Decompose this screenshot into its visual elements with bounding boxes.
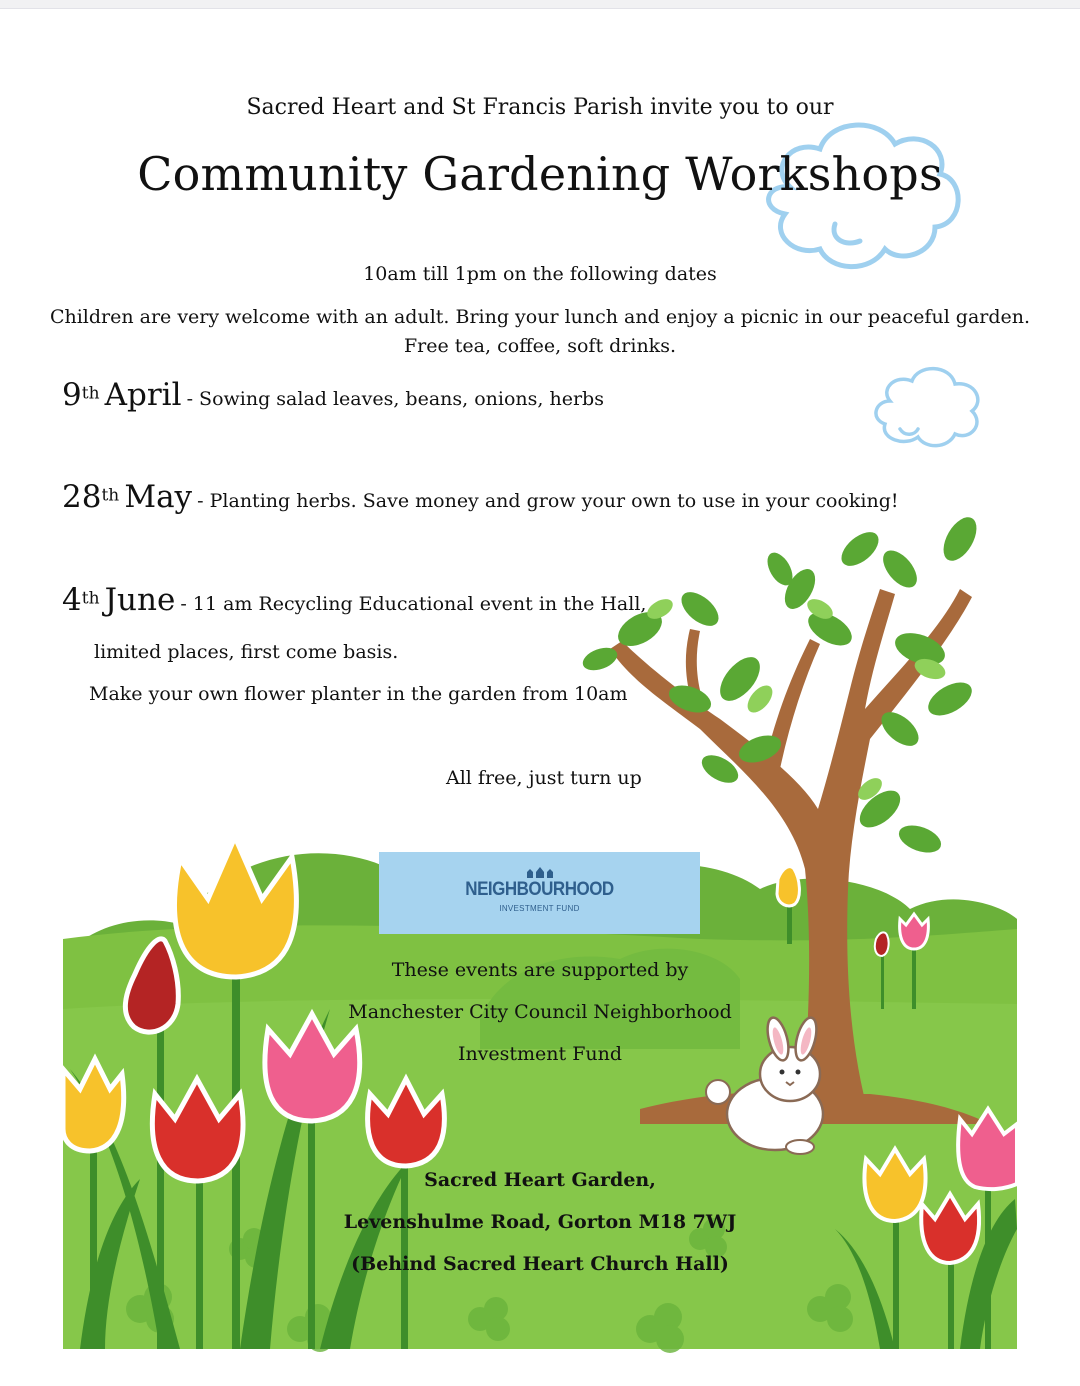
event-april: [62, 377, 604, 413]
children-line: Children are very welcome with an adult. Bring your lunch and enjoy a picnic in our peaceful garden.: [49, 306, 1031, 328]
event-day: 28: [62, 479, 102, 515]
event-month: June: [104, 582, 176, 618]
logo-name: NEIGHBOURHOOD: [465, 877, 614, 900]
address-line-3: (Behind Sacred Heart Church Hall): [351, 1253, 729, 1275]
june-detail-planter: Make your own flower planter in the garden from 10am: [89, 683, 628, 705]
event-description: - 11 am Recycling Educational event in the Hall,: [180, 593, 647, 615]
event-day: 9: [62, 377, 82, 413]
free-note: All free, just turn up: [446, 767, 642, 789]
cloud-icon: [876, 369, 978, 446]
houses-icon: [525, 866, 555, 878]
flyer-page: [0, 8, 1080, 1386]
refreshments-line: Free tea, coffee, soft drinks.: [404, 335, 676, 357]
june-detail-places: limited places, first come basis.: [94, 641, 399, 663]
event-description: - Planting herbs. Save money and grow your own to use in your cooking!: [197, 490, 899, 512]
event-month: May: [124, 479, 193, 515]
event-june: [62, 582, 646, 618]
address-line-2: Levenshulme Road, Gorton M18 7WJ: [343, 1211, 737, 1233]
page-title: Community Gardening Workshops: [137, 147, 943, 201]
event-day-suffix: th: [81, 383, 100, 404]
event-day: 4: [62, 582, 82, 618]
invite-line: Sacred Heart and St Francis Parish invite you to our: [246, 95, 834, 120]
address-line-1: Sacred Heart Garden,: [424, 1169, 656, 1191]
support-line-1: These events are supported by: [391, 959, 689, 981]
support-line-3: Investment Fund: [457, 1043, 623, 1065]
event-description: - Sowing salad leaves, beans, onions, herbs: [186, 388, 604, 410]
logo-subtitle: INVESTMENT FUND: [499, 904, 580, 913]
time-line: 10am till 1pm on the following dates: [363, 263, 717, 285]
event-day-suffix: th: [81, 588, 100, 609]
neighbourhood-fund-logo: [379, 852, 700, 934]
event-may: [62, 479, 899, 515]
support-line-2: Manchester City Council Neighborhood: [348, 1001, 732, 1023]
event-day-suffix: th: [101, 485, 120, 506]
event-month: April: [104, 377, 182, 413]
